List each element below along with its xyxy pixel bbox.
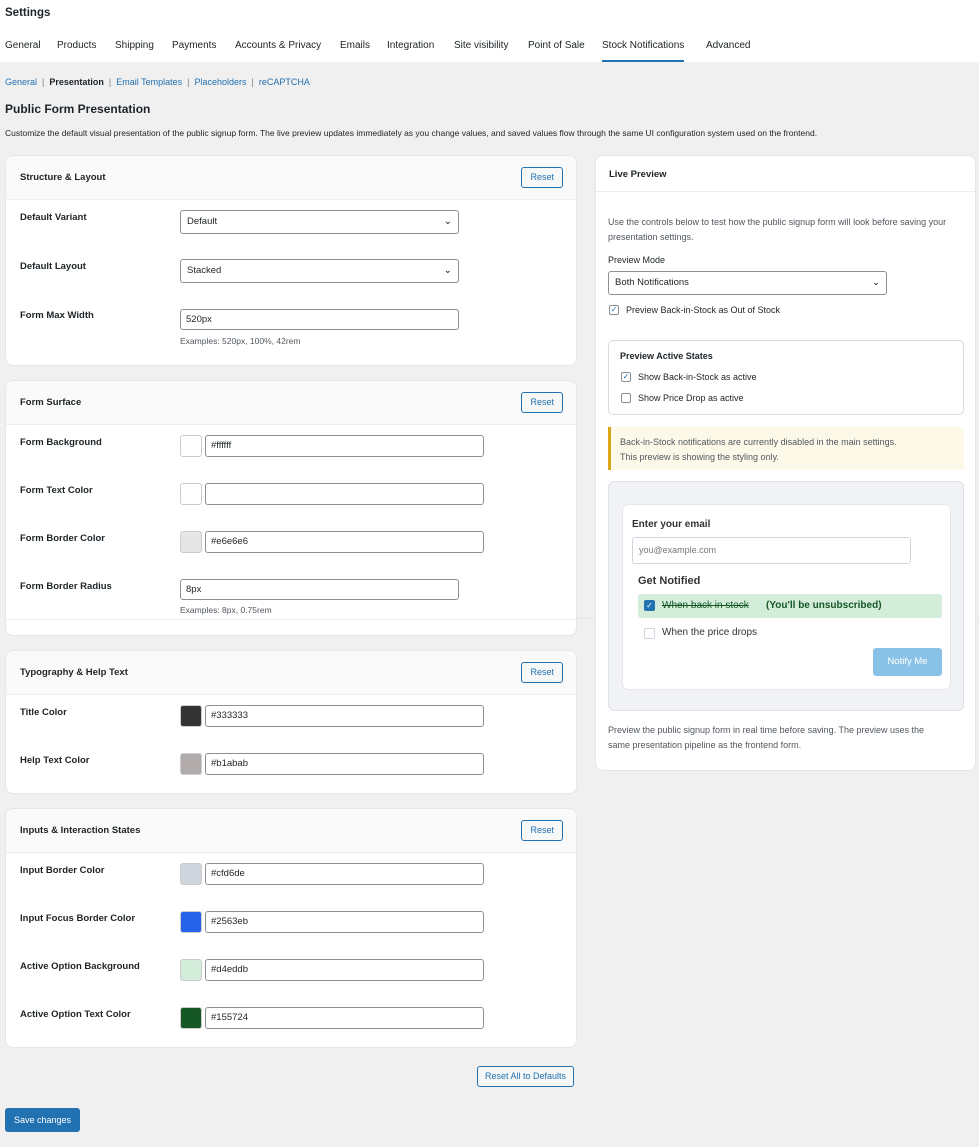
- tab-emails[interactable]: Emails: [340, 40, 371, 51]
- card-title: Form Surface: [20, 397, 82, 408]
- select-value: Default: [187, 216, 218, 227]
- color-swatch[interactable]: [180, 911, 202, 933]
- active-states-title: Preview Active States: [620, 351, 713, 361]
- subnav-recaptcha[interactable]: reCAPTCHA: [258, 77, 310, 87]
- card-header: [6, 156, 576, 200]
- field-label: Active Option Background: [20, 961, 140, 972]
- help-text-color-input[interactable]: #b1abab: [205, 753, 484, 775]
- checkbox-label: Preview Back-in-Stock as Out of Stock: [626, 305, 781, 315]
- signup-form-preview: [622, 504, 951, 690]
- subnav-separator: |: [251, 77, 254, 87]
- tab-general[interactable]: General: [5, 40, 41, 51]
- tab-site-visibility[interactable]: Site visibility: [454, 40, 509, 51]
- chevron-down-icon: ⌄: [443, 216, 452, 227]
- card-header: [6, 651, 576, 695]
- input-focus-color-input[interactable]: #2563eb: [205, 911, 484, 933]
- color-swatch[interactable]: [180, 959, 202, 981]
- checkbox-label: Show Price Drop as active: [638, 393, 744, 403]
- preview-intro: Use the controls below to test how the public signup form will look before saving your presentation settings.: [608, 217, 947, 242]
- page-title: Settings: [5, 7, 51, 19]
- form-border-radius-input[interactable]: 8px: [180, 579, 459, 600]
- tab-products[interactable]: Products: [57, 40, 97, 51]
- input-border-color-input[interactable]: #cfd6de: [205, 863, 484, 885]
- oos-checkbox[interactable]: ✓: [610, 305, 618, 314]
- preview-mode-label: Preview Mode: [608, 255, 666, 265]
- warning-line: This preview is showing the styling only.: [620, 452, 779, 462]
- field-label: Form Max Width: [20, 310, 94, 321]
- email-input[interactable]: you@example.com: [632, 537, 911, 564]
- select-value: Stacked: [187, 265, 222, 276]
- reset-button[interactable]: Reset: [521, 820, 563, 841]
- option-label: When back in stock: [662, 600, 749, 611]
- warning-line: Back-in-Stock notifications are currently disabled in the main settings.: [620, 437, 897, 447]
- title-color-input[interactable]: #333333: [205, 705, 484, 727]
- default-variant-select[interactable]: [180, 210, 459, 234]
- sub-navigation: [5, 77, 310, 87]
- structure-layout-card: [5, 155, 577, 366]
- default-layout-select[interactable]: [180, 259, 459, 283]
- form-text-color-input[interactable]: [205, 483, 484, 505]
- card-title: Structure & Layout: [20, 172, 106, 183]
- settings-header: [0, 0, 979, 62]
- field-hint: Examples: 8px, 0.75rem: [180, 605, 272, 615]
- field-label: Form Border Radius: [20, 581, 112, 592]
- chevron-down-icon: ⌄: [443, 265, 452, 276]
- section-description: Customize the default visual presentation of the public signup form. The live preview updates immediately as you change values, and saved values flow through the same UI configuration system used on the frontend.: [5, 128, 818, 138]
- footer-line: same presentation pipeline as the frontend form.: [608, 740, 802, 750]
- field-label: Form Border Color: [20, 533, 105, 544]
- reset-button[interactable]: Reset: [521, 662, 563, 683]
- pd-active-checkbox[interactable]: [621, 393, 631, 403]
- field-label: Help Text Color: [20, 755, 90, 766]
- card-header: [596, 156, 975, 192]
- color-swatch[interactable]: [180, 753, 202, 775]
- color-swatch[interactable]: [180, 483, 202, 505]
- tab-payments[interactable]: Payments: [172, 40, 217, 51]
- checked-checkbox-icon: ✓: [644, 600, 655, 611]
- tab-shipping[interactable]: Shipping: [115, 40, 154, 51]
- field-label: Form Text Color: [20, 485, 93, 496]
- field-label: Title Color: [20, 707, 67, 718]
- preview-mode-select[interactable]: [608, 271, 887, 295]
- subnav-email-templates[interactable]: Email Templates: [116, 77, 183, 87]
- form-surface-card: [5, 380, 577, 636]
- option-back-in-stock[interactable]: [638, 594, 942, 618]
- form-max-width-input[interactable]: 520px: [180, 309, 459, 330]
- option-note: (You'll be unsubscribed): [766, 600, 882, 611]
- notify-me-button[interactable]: Notify Me: [873, 648, 942, 676]
- tab-stock-notifications[interactable]: Stock Notifications: [602, 40, 684, 62]
- reset-button[interactable]: Reset: [521, 392, 563, 413]
- color-swatch[interactable]: [180, 435, 202, 457]
- tab-advanced[interactable]: Advanced: [706, 40, 751, 51]
- active-option-text-input[interactable]: #155724: [205, 1007, 484, 1029]
- save-changes-button[interactable]: Save changes: [5, 1108, 80, 1132]
- subnav-separator: |: [187, 77, 190, 87]
- disabled-warning: [608, 427, 964, 470]
- tab-accounts-privacy[interactable]: Accounts & Privacy: [235, 40, 322, 51]
- checkbox-label: Show Back-in-Stock as active: [638, 372, 757, 382]
- tab-point-of-sale[interactable]: Point of Sale: [528, 40, 585, 51]
- field-label: Default Variant: [20, 212, 87, 223]
- subnav-separator: |: [108, 77, 112, 87]
- preview-footer: [608, 723, 968, 753]
- chevron-down-icon: ⌄: [872, 277, 880, 288]
- select-value: Both Notifications: [615, 277, 689, 288]
- field-label: Input Border Color: [20, 865, 105, 876]
- section-title: Public Form Presentation: [5, 102, 151, 116]
- card-header: [6, 381, 576, 425]
- tab-integration[interactable]: Integration: [387, 40, 435, 51]
- divider: [6, 619, 576, 620]
- subnav-presentation[interactable]: Presentation: [49, 77, 104, 87]
- field-label: Form Background: [20, 437, 102, 448]
- color-swatch[interactable]: [180, 1007, 202, 1029]
- inputs-card: [5, 808, 577, 1048]
- subnav-general[interactable]: General: [5, 77, 38, 87]
- get-notified-title: Get Notified: [638, 575, 701, 587]
- email-label: Enter your email: [632, 519, 711, 530]
- live-preview-card: [595, 155, 976, 771]
- form-border-color-input[interactable]: #e6e6e6: [205, 531, 484, 553]
- option-checkbox[interactable]: [644, 628, 655, 639]
- active-states-box: [608, 340, 964, 415]
- color-swatch[interactable]: [180, 705, 202, 727]
- color-swatch[interactable]: [180, 863, 202, 885]
- typography-card: [5, 650, 577, 794]
- field-label: Active Option Text Color: [20, 1009, 131, 1020]
- footer-line: Preview the public signup form in real time before saving. The preview uses the: [608, 725, 924, 735]
- card-title: Live Preview: [609, 169, 667, 180]
- bis-active-checkbox[interactable]: ✓: [622, 372, 630, 381]
- subnav-separator: |: [42, 77, 45, 87]
- card-title: Inputs & Interaction States: [20, 825, 141, 836]
- field-label: Default Layout: [20, 261, 86, 272]
- color-swatch[interactable]: [180, 531, 202, 553]
- active-option-bg-input[interactable]: #d4eddb: [205, 959, 484, 981]
- reset-all-button[interactable]: Reset All to Defaults: [477, 1066, 574, 1087]
- form-background-input[interactable]: #ffffff: [205, 435, 484, 457]
- option-price-drops[interactable]: When the price drops: [662, 627, 758, 638]
- reset-button[interactable]: Reset: [521, 167, 563, 188]
- card-header: [6, 809, 576, 853]
- field-hint: Examples: 520px, 100%, 42rem: [180, 336, 301, 346]
- card-title: Typography & Help Text: [20, 667, 128, 678]
- preview-canvas: [608, 481, 964, 711]
- field-label: Input Focus Border Color: [20, 913, 136, 924]
- subnav-placeholders[interactable]: Placeholders: [194, 77, 247, 87]
